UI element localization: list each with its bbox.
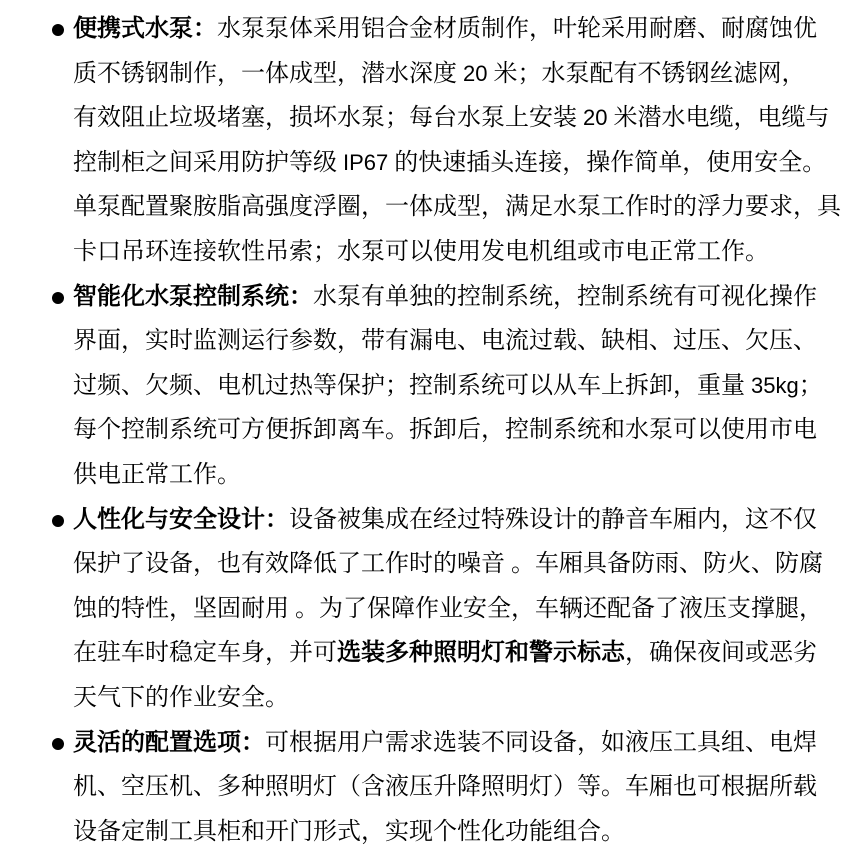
text-line (73, 7, 856, 52)
text-segment: 有效阻止垃圾堵塞，损坏水泵；每台水泵上安装 (73, 105, 583, 132)
text-segment: 设备定制工具柜和开门形式，实现个性化功能组合。 (73, 818, 625, 845)
text-segment: 保护了设备，也有效降低了工作时的噪音 。车厢具备防雨、防火、防腐 (73, 551, 823, 578)
text-segment: ，确保夜间或恶劣 (625, 640, 817, 667)
bullet-icon (52, 738, 64, 750)
text-segment: 控制柜之间采用防护等级 (73, 149, 343, 176)
text-line (73, 185, 856, 230)
text-segment: 质不锈钢制作，一体成型，潜水深度 (73, 60, 463, 87)
text-line (73, 275, 856, 320)
text-segment: 供电正常工作。 (73, 461, 241, 488)
text-segment: 20 (583, 105, 608, 131)
text-segment: 20 (463, 60, 488, 86)
text-line (73, 498, 856, 543)
text-segment: 灵活的配置选项： (73, 729, 265, 756)
text-line (73, 52, 856, 97)
text-line (73, 542, 856, 587)
text-line (73, 765, 856, 810)
text-segment: 米；水泵配有不锈钢丝滤网， (487, 60, 806, 87)
text-segment: 蚀的特性，坚固耐用 。为了保障作业安全，车辆还配备了液压支撑腿， (73, 595, 823, 622)
text-segment: 可根据用户需求选装不同设备，如液压工具组、电焊 (265, 729, 817, 756)
list-item (73, 498, 856, 721)
text-line (73, 810, 856, 855)
text-segment: 智能化水泵控制系统： (73, 283, 313, 310)
text-segment: 过频、欠频、电机过热等保护；控制系统可以从车上拆卸，重量 (73, 372, 751, 399)
text-segment: 米潜水电缆，电缆与 (607, 105, 830, 132)
text-line (73, 408, 856, 453)
text-line (73, 631, 856, 676)
bullet-list (0, 7, 860, 854)
bullet-icon (52, 515, 64, 527)
text-line (73, 141, 856, 186)
text-segment: 35kg (751, 372, 799, 398)
text-segment: 每个控制系统可方便拆卸离车。拆卸后，控制系统和水泵可以使用市电 (73, 417, 817, 444)
list-item (73, 7, 856, 275)
list-item (73, 275, 856, 498)
bullet-icon (52, 24, 64, 36)
text-segment: 人性化与安全设计： (73, 506, 289, 533)
text-segment: 卡口吊环连接软性吊索；水泵可以使用发电机组或市电正常工作。 (73, 238, 769, 265)
text-line (73, 721, 856, 766)
text-segment: 水泵有单独的控制系统，控制系统有可视化操作 (313, 283, 817, 310)
bullet-icon (52, 292, 64, 304)
text-segment: ； (798, 372, 823, 399)
list-item (73, 721, 856, 855)
text-segment: 设备被集成在经过特殊设计的静音车厢内，这不仅 (289, 506, 817, 533)
text-segment: 机、空压机、多种照明灯（含液压升降照明灯）等。车厢也可根据所载 (73, 774, 817, 801)
text-segment: 的快速插头连接，操作简单，使用安全。 (388, 149, 827, 176)
text-line (73, 319, 856, 364)
text-line (73, 230, 856, 275)
text-segment: 选装多种照明灯和警示标志 (337, 640, 625, 667)
text-segment: 在驻车时稳定车身，并可 (73, 640, 337, 667)
text-line (73, 453, 856, 498)
text-segment: 水泵泵体采用铝合金材质制作，叶轮采用耐磨、耐腐蚀优 (217, 16, 817, 42)
text-line (73, 587, 856, 632)
text-segment: 天气下的作业安全。 (73, 684, 289, 711)
text-segment: 界面，实时监测运行参数，带有漏电、电流过载、缺相、过压、欠压、 (73, 328, 817, 355)
text-segment: 单泵配置聚胺脂高强度浮圈，一体成型，满足水泵工作时的浮力要求，具 (73, 194, 841, 221)
text-line (73, 96, 856, 141)
text-line (73, 676, 856, 721)
text-line (73, 364, 856, 409)
text-segment: 便携式水泵： (73, 16, 217, 42)
text-segment: IP67 (343, 149, 389, 175)
